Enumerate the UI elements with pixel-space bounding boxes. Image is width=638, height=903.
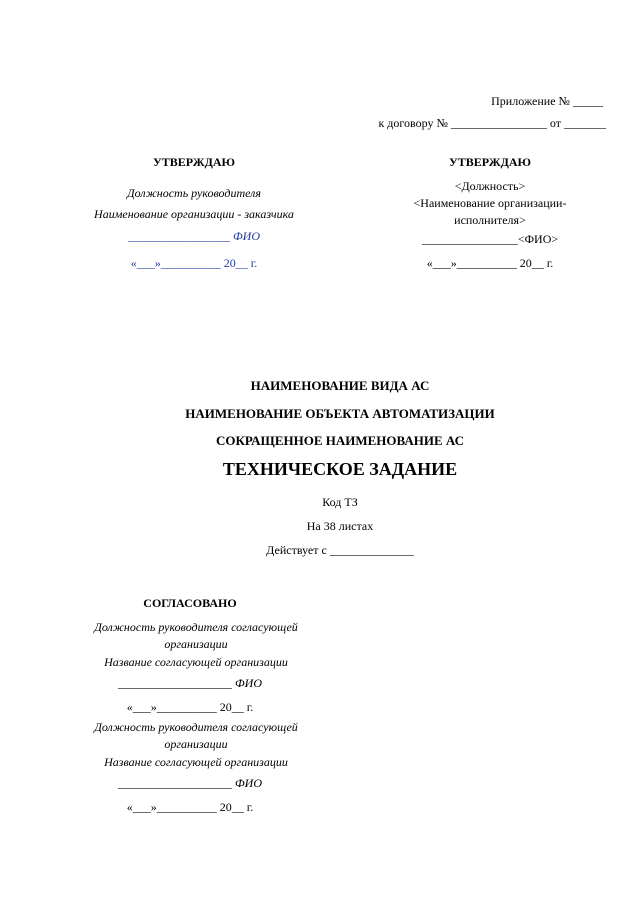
system-type-name: НАИМЕНОВАНИЕ ВИДА АС <box>250 378 430 393</box>
contractor-signature-line: ________________ <box>421 232 518 246</box>
contractor-position: <Должность> <box>454 179 526 193</box>
customer-organization: Наименование организации - заказчика <box>94 207 294 221</box>
sheet-count: На 38 листах <box>306 519 374 533</box>
contract-label: к договору № <box>378 116 448 130</box>
contract-date-blank: _______ <box>564 116 606 130</box>
customer-date-line: «___»__________ 20__ г. <box>130 256 258 270</box>
contractor-signature <box>376 232 604 247</box>
agreed-1-date-line: «___»__________ 20__ г. <box>126 700 254 714</box>
system-short-name: СОКРАЩЕННОЕ НАИМЕНОВАНИЕ АС <box>215 433 465 448</box>
contractor-signature-name: <ФИО> <box>517 232 559 246</box>
agreed-2-position-line1: Должность руководителя согласующей <box>94 720 298 734</box>
appendix-number <box>491 94 603 109</box>
appendix-label: Приложение № <box>491 94 570 108</box>
customer-position: Должность руководителя <box>127 186 261 200</box>
customer-signature-name: ФИО <box>233 229 260 243</box>
agreed-2-signature <box>70 776 310 791</box>
approve-heading-right: УТВЕРЖДАЮ <box>448 155 532 169</box>
document-title: ТЕХНИЧЕСКОЕ ЗАДАНИЕ <box>222 459 458 479</box>
agreed-2-signature-name: ФИО <box>235 776 262 790</box>
document-code: Код ТЗ <box>322 495 358 509</box>
contract-from: от <box>549 116 561 130</box>
appendix-blank: _____ <box>573 94 603 108</box>
contract-reference <box>378 116 606 131</box>
agreed-1-position-line2: организации <box>164 637 228 651</box>
agreed-1-signature-line: ___________________ <box>118 676 232 690</box>
agreed-1-signature-name: ФИО <box>235 676 262 690</box>
agreed-2-position-line2: организации <box>164 737 228 751</box>
agreed-1-position-line1: Должность руководителя согласующей <box>94 620 298 634</box>
customer-signature <box>80 229 308 244</box>
approve-heading-left: УТВЕРЖДАЮ <box>152 155 236 169</box>
agreed-2-organization: Название согласующей организации <box>104 755 288 769</box>
agreed-2-date-line: «___»__________ 20__ г. <box>126 800 254 814</box>
contractor-organization-line1: <Наименование организации- <box>413 196 567 210</box>
agreed-1-organization: Название согласующей организации <box>104 655 288 669</box>
customer-signature-line: _________________ <box>128 229 230 243</box>
contractor-date-line: «___»__________ 20__ г. <box>426 256 554 270</box>
contractor-organization-line2: исполнителя> <box>454 213 526 227</box>
agreed-heading: СОГЛАСОВАНО <box>143 596 237 610</box>
agreed-2-signature-line: ___________________ <box>118 776 232 790</box>
agreed-1-signature <box>70 676 310 691</box>
valid-from: Действует с ______________ <box>266 543 414 557</box>
automation-object-name: НАИМЕНОВАНИЕ ОБЪЕКТА АВТОМАТИЗАЦИИ <box>185 406 495 421</box>
contract-blank: ________________ <box>450 116 547 130</box>
